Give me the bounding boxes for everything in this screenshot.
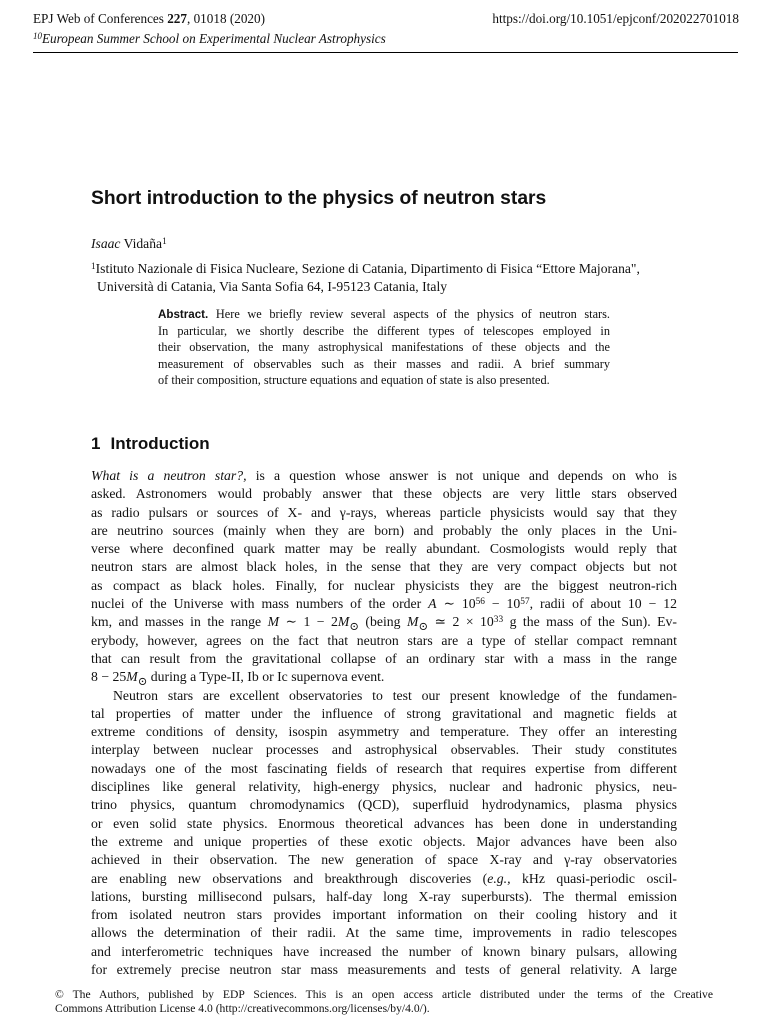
body-line: What is a neutron star?, is a question whose answer is not unique and depends on who is <box>91 468 677 483</box>
abstract <box>158 306 610 388</box>
body-line: erybody, however, agrees on the fact that neutron stars are a type of stellar compact remnant <box>91 632 677 648</box>
body-line: or even solid state physics. Enormous theoretical advances has been done in understanding <box>91 815 677 831</box>
body-line: $8 - 25M_⊙$ during a Type-II, Ib or Ic supernova event. <box>91 669 385 689</box>
body-line: achieved in their observation. The new generation of space X-ray and γ-ray observatories <box>91 852 677 868</box>
abstract-label: Abstract. <box>158 308 209 321</box>
abstract-line: of their composition, structure equations and equation of state is also presented. <box>158 372 550 387</box>
body-line: and interferometric techniques have increased the number of known binary pulsars, allowing <box>91 943 677 959</box>
license-line-1: © The Authors, published by EDP Sciences. This is an open access article distributed under the terms of the Creative <box>55 988 713 1001</box>
author-surname: Vidaña <box>123 236 163 251</box>
body-line: verse where deconfined quark matter may be really abundant. Cosmologists would reply that <box>91 541 677 557</box>
header-divider <box>33 52 738 53</box>
abstract-line: In particular, we shortly describe the different types of telescopes employed in <box>158 324 610 339</box>
body-line: as compact as black holes. Finally, for nuclear physicists they are the biggest neutron-rich <box>91 577 677 593</box>
article-ref: , 01018 (2020) <box>186 11 266 26</box>
author-first-name: Isaac <box>91 236 121 251</box>
affiliation-mark: 1 <box>91 260 96 271</box>
body-line: interplay between nuclear processes and astrophysical observables. Their study constitutes <box>91 742 677 758</box>
abstract-line: measurement of observables such as their masses and radii. A brief summary <box>158 356 610 371</box>
section-title: Introduction <box>110 434 210 453</box>
body-line: the extreme and unique properties of these exotic objects. Major advances have been also <box>91 833 677 849</box>
affiliation-line-1: Istituto Nazionale di Fisica Nucleare, Sezione di Catania, Dipartimento di Fisica “Ettore Majorana", <box>95 261 640 276</box>
body-line: as radio pulsars or sources of X- and γ-rays, whereas particle physicists would say that they <box>91 504 677 520</box>
body-line: km, and masses in the range M ∼ $1 - 2M_⊙$ (being $M_⊙$ ≃ $2 \times 10^{33}$ g the mass of the Sun). Ev- <box>91 614 677 634</box>
author-affiliation-mark: 1 <box>162 235 167 246</box>
body-line: tal properties of matter under the influence of strong gravitational and magnetic fields at <box>91 705 677 721</box>
paper-title: Short introduction to the physics of neutron stars <box>91 188 547 209</box>
license-footer <box>55 988 713 1016</box>
body-line: nuclei of the Universe with mass numbers of the order A ∼ $10^{56} - 10^{57}$, radii of about 10 − 12 <box>91 596 677 612</box>
conference-name: $^{10}$European Summer School on Experimental Nuclear Astrophysics <box>33 30 386 46</box>
section-heading <box>91 434 210 454</box>
abstract-line: their observation, the many astrophysical manifestations of these objects and the <box>158 340 610 355</box>
body-line: nowadays one of the most fascinating fields of research that requires expertise from different <box>91 760 677 776</box>
body-line: disciplines like general relativity, high-energy physics, nuclear and hadronic physics, neu- <box>91 779 677 795</box>
journal-name: EPJ Web of Conferences <box>33 11 164 26</box>
body-line: are enabling new observations and breakthrough discoveries (e.g., kHz quasi-periodic oscil- <box>91 870 678 886</box>
affiliation-line-2: Università di Catania, Via Santa Sofia 64, I-95123 Catania, Italy <box>97 279 448 294</box>
body-line: for extremely precise neutron star mass measurements and tests of general relativity. A large <box>91 962 677 978</box>
affiliation <box>91 260 691 296</box>
journal-volume: 227 <box>167 11 187 26</box>
body-line: lations, bursting millisecond pulsars, half-day long X-ray superbursts). The thermal emission <box>91 888 677 904</box>
conference-number: 10 <box>33 30 42 41</box>
body-line: extreme conditions of density, isospin asymmetry and temperature. They offer an interesting <box>91 724 677 740</box>
body-line: are neutrino sources (mainly when they are born) and probably the only places in the Uni- <box>91 522 677 538</box>
journal-citation <box>33 11 265 27</box>
body-line: neutron stars are almost black holes, in the sense that they are very compact objects but not <box>91 559 677 575</box>
body-line: trino physics, quantum chromodynamics (QCD), superfluid hydrodynamics, plasma physics <box>91 797 677 813</box>
body-text <box>91 467 677 979</box>
license-line-2: Commons Attribution License 4.0 (http://creativecommons.org/licenses/by/4.0/). <box>55 1002 430 1015</box>
body-line: Neutron stars are excellent observatories to test our present knowledge of the fundamen- <box>113 687 677 703</box>
body-line: allows the determination of their radii. At the same time, improvements in radio telescopes <box>91 925 677 941</box>
author-line <box>91 235 167 253</box>
abstract-line: Here we briefly review several aspects of the physics of neutron stars. <box>215 307 611 321</box>
section-number: 1 <box>91 434 101 453</box>
body-line: from isolated neutron stars provides important information on their cooling history and it <box>91 907 677 923</box>
doi-link[interactable]: https://doi.org/10.1051/epjconf/202022701018 <box>492 11 739 26</box>
body-line: asked. Astronomers would probably answer that these objects are very little stars observed <box>91 486 677 502</box>
body-line: that can result from the gravitational collapse of an ordinary star with a mass in the range <box>91 650 677 666</box>
